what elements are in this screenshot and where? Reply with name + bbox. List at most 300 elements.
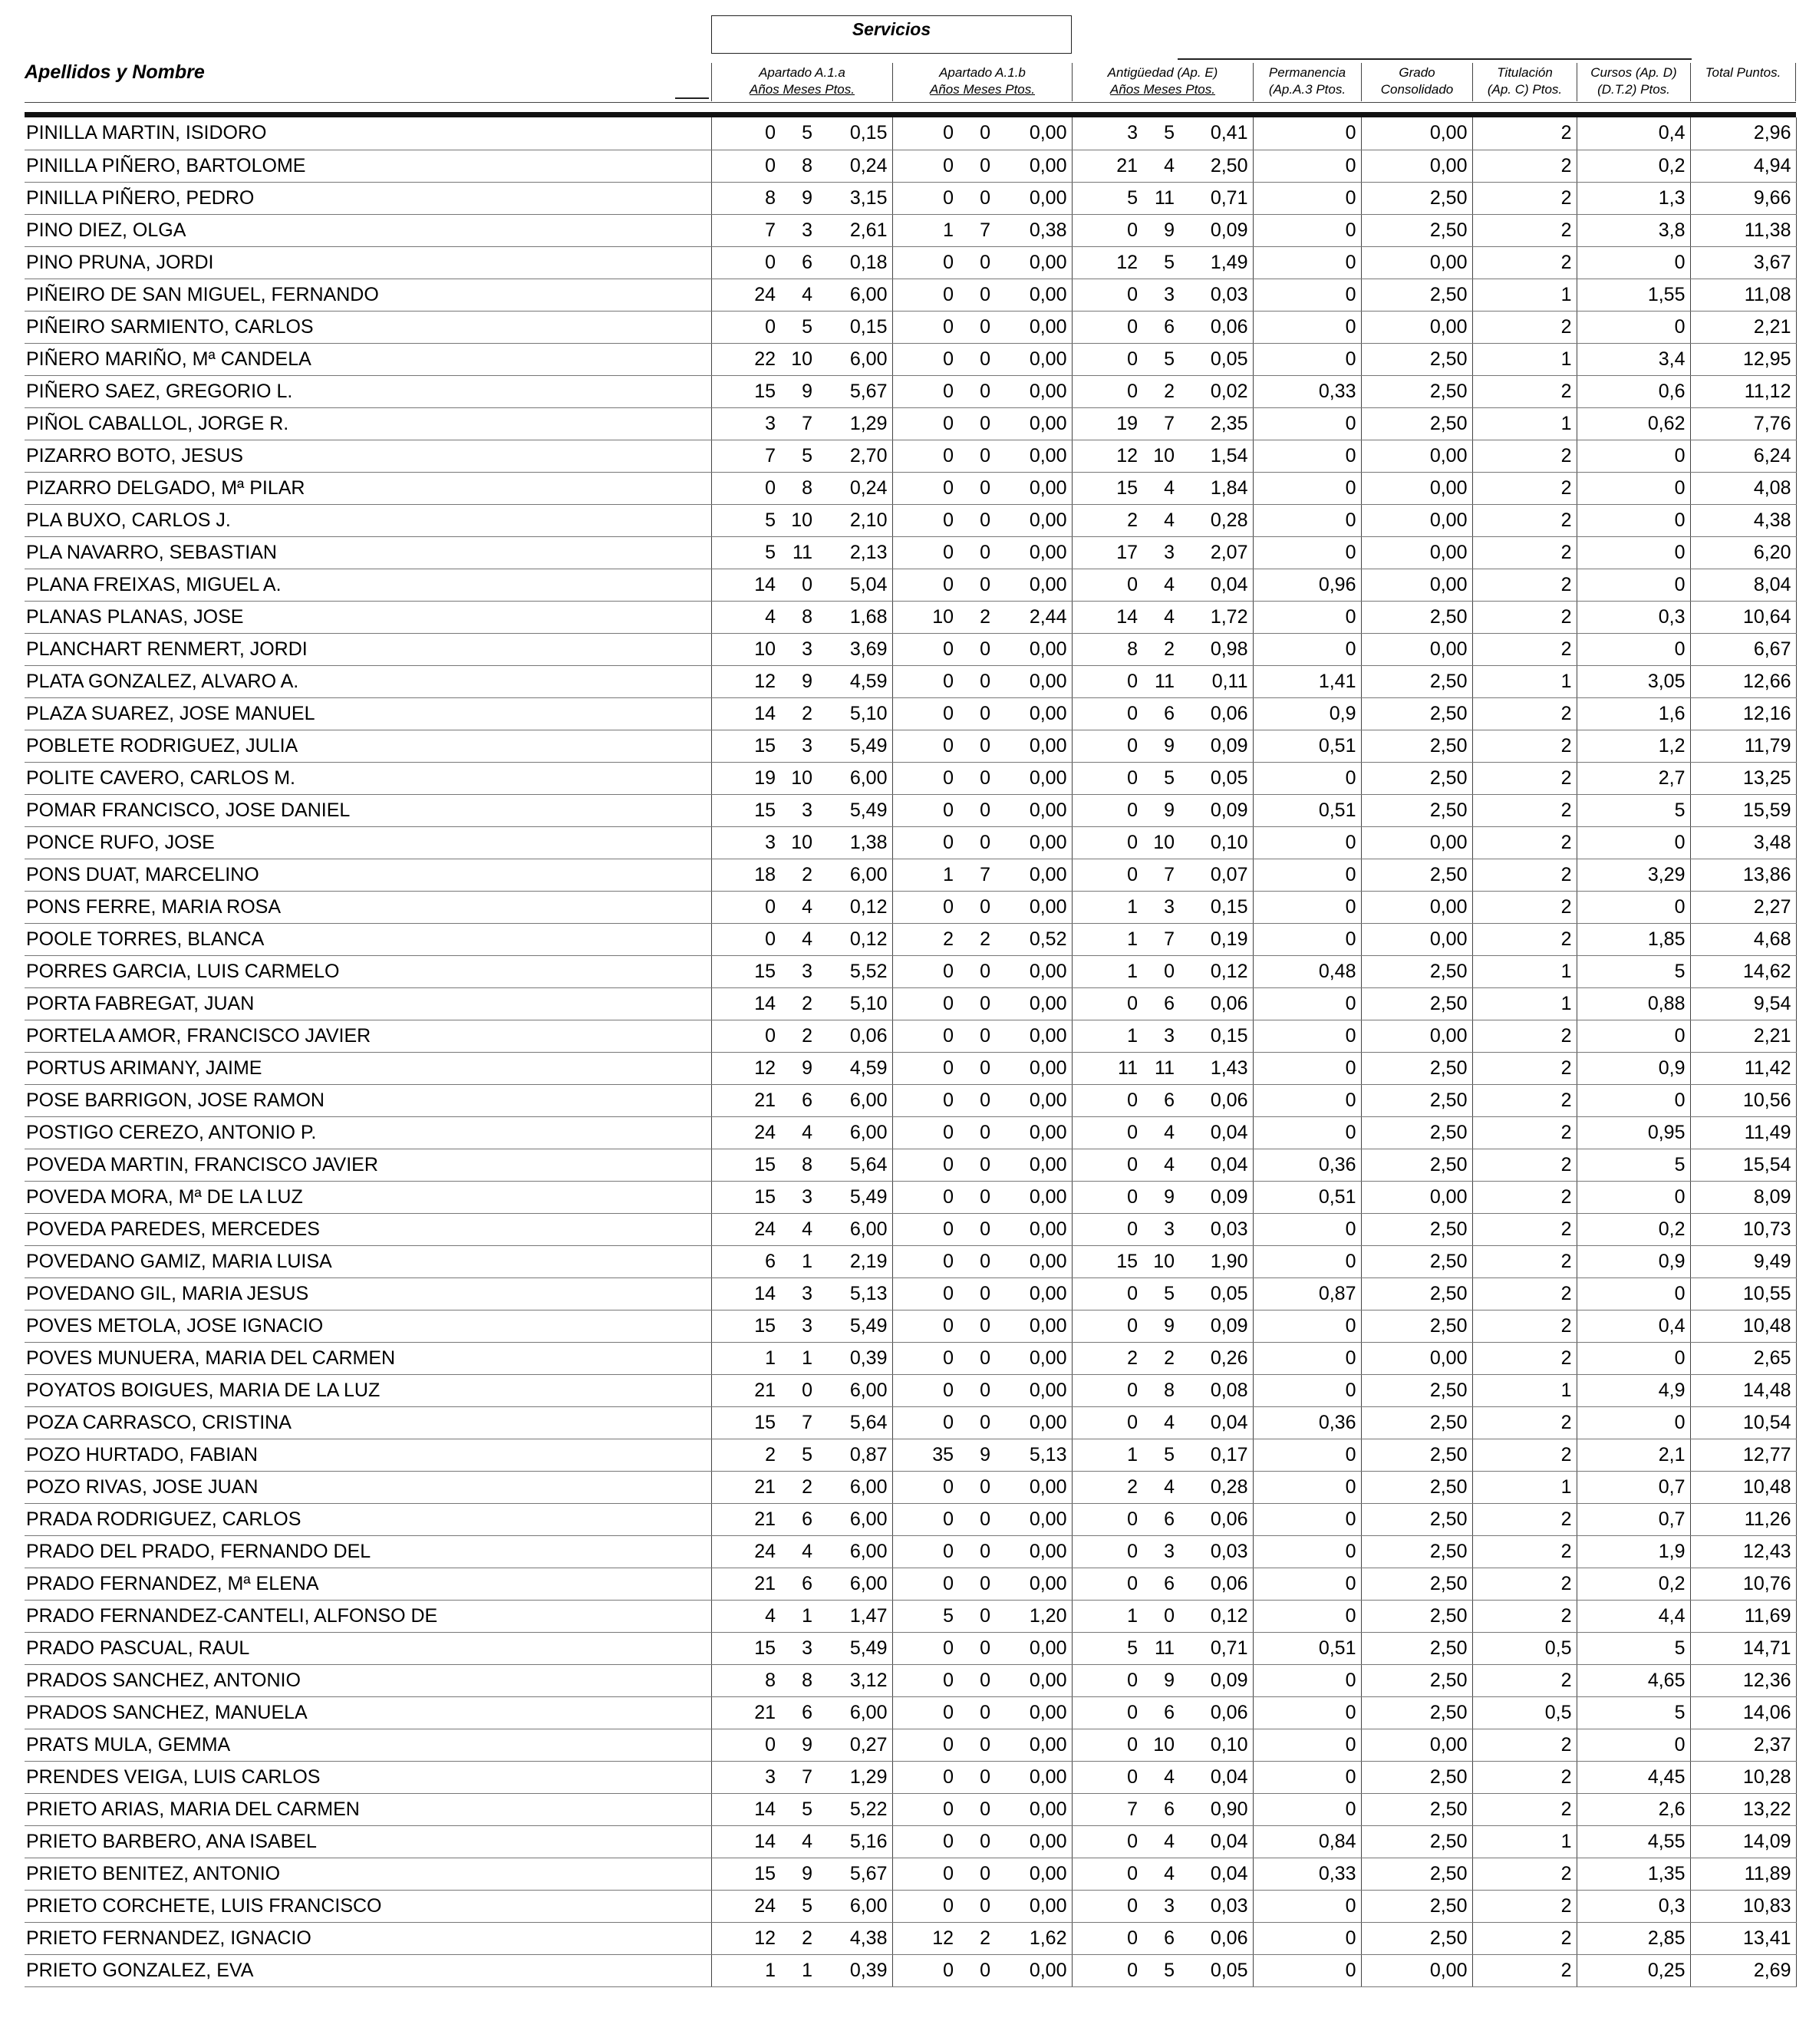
cell-antig-ptos: 0,71 (1179, 1632, 1253, 1664)
cell-total: 6,24 (1690, 440, 1796, 472)
cell-antig-meses: 6 (1142, 697, 1179, 730)
cell-antig-ptos: 2,07 (1179, 536, 1253, 569)
cell-a1b-meses: 0 (958, 117, 995, 150)
cell-name: PLAZA SUAREZ, JOSE MANUEL (25, 697, 711, 730)
cell-a1a-ptos: 3,69 (817, 633, 892, 665)
cell-grado: 2,50 (1361, 182, 1472, 214)
cell-a1a-meses: 5 (780, 311, 817, 343)
cell-a1a-ptos: 4,59 (817, 665, 892, 697)
cell-titulacion: 2 (1472, 697, 1577, 730)
cell-a1b-meses: 0 (958, 1503, 995, 1535)
table-row (25, 1696, 1796, 1729)
cell-a1b-meses: 0 (958, 1471, 995, 1503)
cell-antig-ptos: 0,71 (1179, 182, 1253, 214)
cell-a1a-ptos: 1,47 (817, 1600, 892, 1632)
cell-a1b-anos: 0 (892, 150, 958, 182)
cell-a1b-anos: 0 (892, 311, 958, 343)
cell-grado: 0,00 (1361, 472, 1472, 504)
cell-grado: 2,50 (1361, 1793, 1472, 1825)
cell-a1a-ptos: 4,38 (817, 1922, 892, 1954)
cell-permanencia: 0 (1253, 182, 1361, 214)
cell-name: POVEDANO GAMIZ, MARIA LUISA (25, 1245, 711, 1278)
cell-a1a-ptos: 3,12 (817, 1664, 892, 1696)
cell-a1b-ptos: 0,00 (995, 1890, 1072, 1922)
header-line: Titulación (1497, 65, 1553, 80)
cell-a1a-ptos: 6,00 (817, 859, 892, 891)
header-rule (675, 97, 709, 99)
cell-a1a-anos: 14 (711, 569, 780, 601)
cell-antig-ptos: 0,04 (1179, 1825, 1253, 1858)
cell-total: 2,96 (1690, 117, 1796, 150)
cell-a1a-ptos: 3,15 (817, 182, 892, 214)
cell-titulacion: 0,5 (1472, 1632, 1577, 1664)
cell-antig-meses: 6 (1142, 1922, 1179, 1954)
cell-a1b-ptos: 0,00 (995, 730, 1072, 762)
cell-grado: 0,00 (1361, 826, 1472, 859)
cell-a1a-anos: 6 (711, 1245, 780, 1278)
table-row (25, 1729, 1796, 1761)
cell-titulacion: 2 (1472, 117, 1577, 150)
cell-grado: 2,50 (1361, 1568, 1472, 1600)
cell-antig-ptos: 0,03 (1179, 1213, 1253, 1245)
table-row (25, 601, 1796, 633)
cell-a1b-ptos: 5,13 (995, 1439, 1072, 1471)
cell-a1b-meses: 0 (958, 440, 995, 472)
cell-titulacion: 2 (1472, 472, 1577, 504)
cell-antig-ptos: 1,90 (1179, 1245, 1253, 1278)
cell-a1b-ptos: 0,00 (995, 1406, 1072, 1439)
cell-grado: 2,50 (1361, 1503, 1472, 1535)
cell-a1b-meses: 0 (958, 246, 995, 279)
cell-name: PIÑERO SAEZ, GREGORIO L. (25, 375, 711, 407)
cell-a1b-meses: 0 (958, 182, 995, 214)
cell-name: PRIETO FERNANDEZ, IGNACIO (25, 1922, 711, 1954)
cell-antig-anos: 0 (1072, 1858, 1142, 1890)
cell-grado: 2,50 (1361, 1149, 1472, 1181)
cell-total: 10,54 (1690, 1406, 1796, 1439)
cell-a1a-anos: 8 (711, 182, 780, 214)
cell-grado: 2,50 (1361, 1374, 1472, 1406)
table-row (25, 569, 1796, 601)
cell-titulacion: 2 (1472, 923, 1577, 955)
table-row (25, 311, 1796, 343)
table-row (25, 1278, 1796, 1310)
table-row (25, 1503, 1796, 1535)
cell-name: PLANA FREIXAS, MIGUEL A. (25, 569, 711, 601)
cell-antig-ptos: 0,06 (1179, 697, 1253, 730)
cell-a1a-anos: 21 (711, 1503, 780, 1535)
cell-a1a-anos: 24 (711, 1213, 780, 1245)
cell-grado: 2,50 (1361, 1696, 1472, 1729)
table-row (25, 891, 1796, 923)
cell-antig-meses: 4 (1142, 1116, 1179, 1149)
header-line: Años Meses Ptos. (929, 82, 1035, 97)
cell-antig-anos: 0 (1072, 1535, 1142, 1568)
cell-cursos: 0 (1577, 1406, 1690, 1439)
cell-name: PRADA RODRIGUEZ, CARLOS (25, 1503, 711, 1535)
cell-a1b-ptos: 0,00 (995, 182, 1072, 214)
cell-antig-ptos: 0,10 (1179, 826, 1253, 859)
table-row (25, 1213, 1796, 1245)
cell-antig-anos: 0 (1072, 1664, 1142, 1696)
cell-antig-ptos: 1,54 (1179, 440, 1253, 472)
cell-titulacion: 2 (1472, 826, 1577, 859)
cell-a1b-meses: 0 (958, 1761, 995, 1793)
cell-a1a-meses: 1 (780, 1342, 817, 1374)
cell-total: 8,04 (1690, 569, 1796, 601)
cell-permanencia: 0 (1253, 1535, 1361, 1568)
cell-a1b-anos: 0 (892, 1052, 958, 1084)
cell-antig-meses: 4 (1142, 569, 1179, 601)
cell-a1a-anos: 24 (711, 1116, 780, 1149)
cell-total: 12,95 (1690, 343, 1796, 375)
cell-titulacion: 2 (1472, 794, 1577, 826)
cell-permanencia: 0,9 (1253, 697, 1361, 730)
cell-name: POVES METOLA, JOSE IGNACIO (25, 1310, 711, 1342)
cell-a1b-meses: 0 (958, 504, 995, 536)
cell-total: 11,79 (1690, 730, 1796, 762)
cell-total: 3,67 (1690, 246, 1796, 279)
cell-grado: 0,00 (1361, 1181, 1472, 1213)
cell-antig-anos: 0 (1072, 697, 1142, 730)
cell-antig-meses: 6 (1142, 1793, 1179, 1825)
cell-antig-meses: 4 (1142, 1858, 1179, 1890)
table-row (25, 1535, 1796, 1568)
cell-total: 9,49 (1690, 1245, 1796, 1278)
cell-antig-ptos: 0,05 (1179, 343, 1253, 375)
header-titulacion (1472, 63, 1577, 101)
cell-a1b-anos: 10 (892, 601, 958, 633)
cell-a1b-meses: 0 (958, 1181, 995, 1213)
cell-a1b-anos: 0 (892, 279, 958, 311)
cell-a1b-meses: 0 (958, 1600, 995, 1632)
cell-cursos: 1,85 (1577, 923, 1690, 955)
table-row (25, 150, 1796, 182)
cell-a1b-ptos: 0,00 (995, 246, 1072, 279)
cell-total: 6,67 (1690, 633, 1796, 665)
cell-a1a-anos: 12 (711, 665, 780, 697)
cell-name: POZA CARRASCO, CRISTINA (25, 1406, 711, 1439)
cell-grado: 2,50 (1361, 987, 1472, 1020)
cell-cursos: 0,95 (1577, 1116, 1690, 1149)
cell-antig-anos: 0 (1072, 214, 1142, 246)
cell-a1a-anos: 5 (711, 536, 780, 569)
cell-titulacion: 2 (1472, 1342, 1577, 1374)
table-row (25, 665, 1796, 697)
table-body (25, 117, 1796, 1986)
cell-a1b-ptos: 0,00 (995, 1181, 1072, 1213)
cell-a1b-anos: 0 (892, 1568, 958, 1600)
cell-grado: 0,00 (1361, 536, 1472, 569)
cell-total: 11,12 (1690, 375, 1796, 407)
cell-a1b-ptos: 0,00 (995, 633, 1072, 665)
cell-antig-meses: 4 (1142, 1825, 1179, 1858)
cell-a1b-ptos: 0,00 (995, 1858, 1072, 1890)
cell-a1b-meses: 0 (958, 730, 995, 762)
cell-a1a-meses: 1 (780, 1954, 817, 1986)
cell-a1b-anos: 0 (892, 1535, 958, 1568)
cell-permanencia: 0 (1253, 311, 1361, 343)
cell-a1b-ptos: 0,00 (995, 891, 1072, 923)
cell-a1a-ptos: 5,49 (817, 1181, 892, 1213)
cell-grado: 0,00 (1361, 150, 1472, 182)
cell-name: PLATA GONZALEZ, ALVARO A. (25, 665, 711, 697)
cell-total: 11,89 (1690, 1858, 1796, 1890)
cell-antig-anos: 0 (1072, 1954, 1142, 1986)
cell-titulacion: 2 (1472, 891, 1577, 923)
cell-titulacion: 1 (1472, 987, 1577, 1020)
cell-antig-meses: 10 (1142, 1245, 1179, 1278)
cell-a1a-anos: 14 (711, 1825, 780, 1858)
cell-antig-anos: 0 (1072, 311, 1142, 343)
table-row (25, 826, 1796, 859)
cell-a1a-anos: 15 (711, 1310, 780, 1342)
cell-a1a-ptos: 6,00 (817, 1568, 892, 1600)
cell-antig-anos: 15 (1072, 472, 1142, 504)
cell-antig-ptos: 0,06 (1179, 1084, 1253, 1116)
cell-grado: 2,50 (1361, 1600, 1472, 1632)
cell-permanencia: 0 (1253, 1342, 1361, 1374)
cell-permanencia: 0 (1253, 1471, 1361, 1503)
cell-a1a-meses: 6 (780, 1503, 817, 1535)
cell-a1b-ptos: 0,00 (995, 1793, 1072, 1825)
cell-antig-meses: 3 (1142, 1890, 1179, 1922)
cell-grado: 2,50 (1361, 1278, 1472, 1310)
cell-a1a-ptos: 5,67 (817, 375, 892, 407)
cell-titulacion: 2 (1472, 1406, 1577, 1439)
header-line: Apartado A.1.a (759, 65, 845, 80)
cell-a1a-anos: 15 (711, 1858, 780, 1890)
cell-cursos: 0,7 (1577, 1503, 1690, 1535)
table-row (25, 1181, 1796, 1213)
cell-name: PRADO FERNANDEZ-CANTELI, ALFONSO DE (25, 1600, 711, 1632)
cell-cursos: 0 (1577, 536, 1690, 569)
cell-permanencia: 0 (1253, 150, 1361, 182)
cell-a1a-anos: 0 (711, 923, 780, 955)
cell-permanencia: 0 (1253, 1374, 1361, 1406)
cell-total: 12,16 (1690, 697, 1796, 730)
cell-a1a-meses: 4 (780, 279, 817, 311)
cell-a1b-meses: 0 (958, 1729, 995, 1761)
cell-a1a-meses: 10 (780, 504, 817, 536)
cell-a1a-meses: 10 (780, 826, 817, 859)
cell-a1b-anos: 0 (892, 1825, 958, 1858)
cell-titulacion: 1 (1472, 665, 1577, 697)
cell-permanencia: 0 (1253, 923, 1361, 955)
cell-a1b-ptos: 1,62 (995, 1922, 1072, 1954)
cell-a1b-meses: 0 (958, 1535, 995, 1568)
cell-a1b-anos: 0 (892, 826, 958, 859)
cell-a1b-meses: 0 (958, 1793, 995, 1825)
cell-name: PRIETO ARIAS, MARIA DEL CARMEN (25, 1793, 711, 1825)
cell-total: 9,54 (1690, 987, 1796, 1020)
cell-antig-anos: 0 (1072, 762, 1142, 794)
cell-a1b-anos: 0 (892, 1116, 958, 1149)
cell-antig-meses: 6 (1142, 1568, 1179, 1600)
cell-titulacion: 2 (1472, 1761, 1577, 1793)
cell-a1b-meses: 0 (958, 343, 995, 375)
table-row (25, 1954, 1796, 1986)
table-row (25, 1439, 1796, 1471)
cell-titulacion: 1 (1472, 343, 1577, 375)
cell-a1b-anos: 0 (892, 1406, 958, 1439)
cell-antig-ptos: 1,49 (1179, 246, 1253, 279)
cell-antig-meses: 4 (1142, 1406, 1179, 1439)
cell-a1a-anos: 4 (711, 601, 780, 633)
cell-grado: 2,50 (1361, 214, 1472, 246)
cell-cursos: 0,3 (1577, 601, 1690, 633)
cell-a1b-anos: 0 (892, 1213, 958, 1245)
cell-a1a-meses: 3 (780, 633, 817, 665)
cell-permanencia: 0 (1253, 440, 1361, 472)
cell-total: 12,36 (1690, 1664, 1796, 1696)
cell-cursos: 0,9 (1577, 1052, 1690, 1084)
cell-antig-meses: 11 (1142, 1632, 1179, 1664)
cell-a1a-meses: 1 (780, 1245, 817, 1278)
cell-a1a-anos: 8 (711, 1664, 780, 1696)
cell-antig-anos: 1 (1072, 1600, 1142, 1632)
cell-a1a-meses: 3 (780, 1310, 817, 1342)
header-line: Total Puntos. (1705, 65, 1781, 80)
header-line: Consolidado (1380, 82, 1454, 97)
cell-a1a-ptos: 6,00 (817, 762, 892, 794)
cell-antig-anos: 12 (1072, 440, 1142, 472)
cell-antig-ptos: 0,06 (1179, 987, 1253, 1020)
cell-a1a-anos: 14 (711, 1278, 780, 1310)
cell-titulacion: 2 (1472, 1664, 1577, 1696)
cell-antig-anos: 0 (1072, 1213, 1142, 1245)
cell-a1b-anos: 0 (892, 375, 958, 407)
cell-grado: 0,00 (1361, 117, 1472, 150)
cell-a1a-ptos: 6,00 (817, 279, 892, 311)
table-row (25, 794, 1796, 826)
cell-grado: 2,50 (1361, 794, 1472, 826)
cell-name: PONS FERRE, MARIA ROSA (25, 891, 711, 923)
cell-cursos: 0,25 (1577, 1954, 1690, 1986)
cell-antig-ptos: 2,50 (1179, 150, 1253, 182)
cell-antig-meses: 11 (1142, 665, 1179, 697)
cell-titulacion: 2 (1472, 1052, 1577, 1084)
cell-cursos: 0,7 (1577, 1471, 1690, 1503)
cell-antig-ptos: 0,03 (1179, 279, 1253, 311)
header-line: Años Meses Ptos. (749, 82, 855, 97)
cell-a1b-anos: 0 (892, 117, 958, 150)
cell-name: PINILLA PIÑERO, PEDRO (25, 182, 711, 214)
cell-a1b-ptos: 0,00 (995, 150, 1072, 182)
cell-titulacion: 1 (1472, 407, 1577, 440)
cell-a1a-meses: 9 (780, 375, 817, 407)
cell-a1b-anos: 0 (892, 1245, 958, 1278)
cell-cursos: 1,6 (1577, 697, 1690, 730)
cell-antig-anos: 0 (1072, 794, 1142, 826)
cell-total: 12,77 (1690, 1439, 1796, 1471)
header-cursos (1577, 63, 1690, 101)
cell-name: PIÑEIRO DE SAN MIGUEL, FERNANDO (25, 279, 711, 311)
cell-titulacion: 2 (1472, 1568, 1577, 1600)
table-row (25, 730, 1796, 762)
cell-antig-meses: 3 (1142, 1020, 1179, 1052)
cell-a1b-ptos: 0,00 (995, 1471, 1072, 1503)
cell-antig-anos: 0 (1072, 987, 1142, 1020)
cell-a1a-anos: 0 (711, 1020, 780, 1052)
cell-a1b-ptos: 2,44 (995, 601, 1072, 633)
cell-a1b-ptos: 0,00 (995, 1761, 1072, 1793)
cell-permanencia: 0 (1253, 1729, 1361, 1761)
cell-a1a-ptos: 6,00 (817, 1890, 892, 1922)
cell-antig-anos: 1 (1072, 891, 1142, 923)
cell-name: PRIETO BARBERO, ANA ISABEL (25, 1825, 711, 1858)
cell-permanencia: 0 (1253, 1793, 1361, 1825)
cell-antig-ptos: 0,04 (1179, 1406, 1253, 1439)
cell-cursos: 5 (1577, 1149, 1690, 1181)
cell-a1a-anos: 22 (711, 343, 780, 375)
header-line: Cursos (Ap. D) (1590, 65, 1677, 80)
cell-antig-anos: 0 (1072, 730, 1142, 762)
cell-a1b-meses: 7 (958, 214, 995, 246)
cell-antig-anos: 0 (1072, 826, 1142, 859)
cell-a1a-meses: 9 (780, 665, 817, 697)
table-row (25, 697, 1796, 730)
table-row (25, 1858, 1796, 1890)
cell-a1b-meses: 0 (958, 1245, 995, 1278)
cell-total: 10,73 (1690, 1213, 1796, 1245)
cell-name: PIÑERO MARIÑO, Mª CANDELA (25, 343, 711, 375)
cell-a1a-ptos: 5,13 (817, 1278, 892, 1310)
cell-a1a-meses: 6 (780, 1568, 817, 1600)
cell-a1b-meses: 0 (958, 794, 995, 826)
cell-antig-ptos: 0,04 (1179, 1149, 1253, 1181)
cell-a1b-anos: 0 (892, 762, 958, 794)
cell-grado: 2,50 (1361, 1664, 1472, 1696)
header-antiguedad (1072, 63, 1253, 101)
cell-a1a-meses: 4 (780, 1116, 817, 1149)
cell-a1a-ptos: 5,16 (817, 1825, 892, 1858)
cell-a1a-meses: 3 (780, 214, 817, 246)
cell-permanencia: 0 (1253, 987, 1361, 1020)
cell-grado: 0,00 (1361, 1342, 1472, 1374)
cell-permanencia: 0 (1253, 601, 1361, 633)
cell-a1b-ptos: 0,00 (995, 1245, 1072, 1278)
cell-total: 13,22 (1690, 1793, 1796, 1825)
cell-antig-anos: 1 (1072, 1020, 1142, 1052)
cell-a1a-anos: 15 (711, 375, 780, 407)
cell-a1a-ptos: 6,00 (817, 1503, 892, 1535)
cell-grado: 2,50 (1361, 1922, 1472, 1954)
cell-cursos: 5 (1577, 794, 1690, 826)
cell-a1a-anos: 15 (711, 1149, 780, 1181)
cell-a1a-ptos: 5,64 (817, 1149, 892, 1181)
cell-a1b-ptos: 0,00 (995, 1116, 1072, 1149)
cell-antig-anos: 17 (1072, 536, 1142, 569)
cell-antig-ptos: 0,41 (1179, 117, 1253, 150)
cell-antig-anos: 0 (1072, 569, 1142, 601)
cell-a1a-anos: 15 (711, 794, 780, 826)
cell-total: 11,26 (1690, 1503, 1796, 1535)
cell-a1a-meses: 6 (780, 1696, 817, 1729)
cell-grado: 0,00 (1361, 1954, 1472, 1986)
cell-permanencia: 0 (1253, 343, 1361, 375)
cell-antig-anos: 0 (1072, 1568, 1142, 1600)
cell-a1b-meses: 0 (958, 1278, 995, 1310)
cell-a1b-anos: 0 (892, 1310, 958, 1342)
cell-antig-meses: 5 (1142, 1954, 1179, 1986)
cell-total: 10,83 (1690, 1890, 1796, 1922)
cell-a1a-meses: 2 (780, 1471, 817, 1503)
cell-a1b-ptos: 0,00 (995, 1664, 1072, 1696)
cell-permanencia: 0,48 (1253, 955, 1361, 987)
cell-permanencia: 0 (1253, 1439, 1361, 1471)
cell-a1b-anos: 0 (892, 1374, 958, 1406)
